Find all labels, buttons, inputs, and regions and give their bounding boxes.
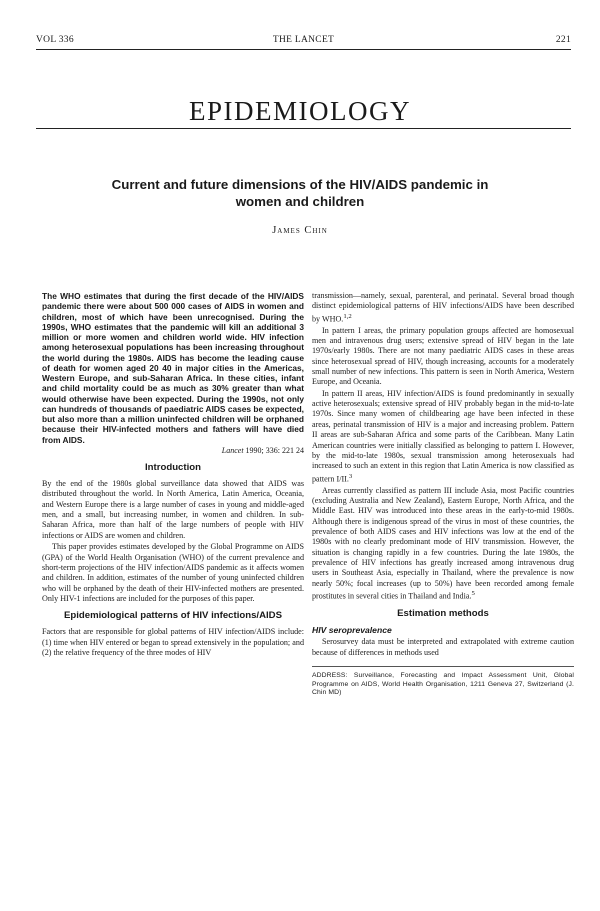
- transmission-text: transmission—namely, sexual, parenteral, and perinatal. Several broad though distinct epidemiological patterns of HIV infections/AIDS have been described by WHO.: [312, 291, 574, 324]
- citation-reference: 1990; 336: 221 24: [245, 445, 304, 455]
- author-address: ADDRESS: Surveillance, Forecasting and Impact Assessment Unit, Global Programme on AIDS, World Health Organisation, 1211 Geneva 27, Switzerland (J. Chin MD): [312, 672, 574, 697]
- reference-superscript: 5: [471, 590, 475, 597]
- estimation-methods-heading: Estimation methods: [397, 608, 489, 620]
- running-header: [36, 35, 571, 49]
- section-title: EPIDEMIOLOGY: [189, 96, 411, 126]
- address-rule: [312, 666, 574, 667]
- citation-journal: Lancet: [221, 445, 244, 455]
- author-name: James Chin: [272, 225, 328, 236]
- volume-label: VOL 336: [36, 35, 74, 45]
- introduction-paragraph-2: This paper provides estimates developed by the Global Programme on AIDS (GPA) of the World Health Organisation (WHO) of the current prevalence and short-term projections of the HIV infection/AIDS pandemic as it affects women and children. In addition, estimates of the number of young uninfected children who will be orphaned by the death of their HIV-infected mothers are presented. Only HIV-1 infections are included for the purposes of this paper.: [42, 542, 304, 603]
- journal-name: THE LANCET: [272, 35, 335, 45]
- citation: [42, 446, 304, 456]
- pattern-iii-paragraph: [312, 486, 574, 602]
- reference-superscript: 1,2: [343, 312, 352, 320]
- methods-paragraph-1: Serosurvey data must be interpreted and extrapolated with extreme caution because of differences in methods used: [312, 637, 574, 657]
- pattern-i-paragraph: In pattern I areas, the primary population groups affected are homosexual men and intravenous drug users; extensive spread of HIV began in the late 1970s/early 1980s. There are not many paediatric AIDS cases in these areas since heterosexual spread of HIV, though increasing, accounts for a moderately small number of new infections. This pattern is seen in North America, Western Europe, and Oceania.: [312, 325, 574, 387]
- left-column: [42, 291, 304, 659]
- transmission-paragraph: [312, 291, 574, 325]
- patterns-paragraph-1: Factors that are responsible for global patterns of HIV infection/AIDS include: (1) time when HIV entered or began to spread extensively in the population; and (2) the relative frequency of the three modes of HIV: [42, 627, 304, 657]
- header-rule: [36, 49, 571, 50]
- pattern-ii-text: In pattern II areas, HIV infection/AIDS is found predominantly in sexually active heterosexuals; extensive spread of HIV probably began in the mid-to-late 1970s. Since many women of childbearing age have been infected in these areas, perinatal transmission of HIV is a major and increasing problem. Pattern II areas are sub-Saharan Africa and some parts of the Caribbean. Many Latin American countries were initially classified as belonging to pattern I. However, by the mid-to-late 1980s, sexual transmission among heterosexuals had increased to such an extent in this region that Latin America is now classified as pattern I/II.: [312, 388, 574, 484]
- article-title: Current and future dimensions of the HIV/AIDS pandemic in women and children: [111, 177, 489, 209]
- patterns-heading: Epidemiological patterns of HIV infections/AIDS: [63, 610, 283, 622]
- pattern-iii-text: Areas currently classified as pattern III include Asia, most Pacific countries (excluding Australia and New Zealand), Eastern Europe, North Africa, and the Middle East. HIV was introduced into these areas in the early-to-mid 1980s. Although there is indigenous spread of the virus in most of these countries, the prevalence of both AIDS cases and HIV infections was low at the end of the 1980s with no clearly predominant mode of HIV transmission. However, the situation is changing rapidly in a few countries. During the late 1980s, the prevalence of HIV infections has greatly increased among intravenous drug users in Southeast Asia, especially in Thailand, where the prevalence is now nearly 50%; focal increases (up to 50%) have been recorded among female prostitutes in several cities in Thailand and India.: [312, 485, 574, 601]
- introduction-heading: Introduction: [145, 462, 201, 474]
- abstract: The WHO estimates that during the first decade of the HIV/AIDS pandemic there were about 500 000 cases of AIDS in women and children, most of which have been unrecognised. During the 1990s, WHO estimates that the pandemic will kill an additional 3 million or more women and children world wide. HIV infection among heterosexual populations has been increasing throughout the world during the 1980s. AIDS has become the leading cause of death for women aged 20 40 in major cities in the Americas, Western Europe, and sub-Saharan Africa. In these cities, infant and child mortality could be as much as 30% greater than what would otherwise have been expected. During the 1990s, not only can hundreds of thousands of paediatric AIDS cases be expected, but also more than a million uninfected children will be orphaned because their HIV-infected mothers and fathers will have died from AIDS.: [42, 291, 304, 445]
- section-rule: [36, 128, 571, 129]
- introduction-paragraph-1: By the end of the 1980s global surveillance data showed that AIDS was distributed throughout the world. In North America, Latin America, Oceania, and Western Europe there is a large number of cases in young and middle-aged men, and a small, but increasing number, in women and children. In sub-Saharan Africa, more than half of the large numbers of people with HIV infections or AIDS are women and children.: [42, 479, 304, 540]
- reference-superscript: 3: [348, 472, 353, 480]
- page-number: 221: [555, 35, 571, 45]
- seroprevalence-subheading: HIV seroprevalence: [312, 625, 392, 636]
- right-column: [312, 291, 574, 698]
- pattern-ii-paragraph: [312, 389, 574, 485]
